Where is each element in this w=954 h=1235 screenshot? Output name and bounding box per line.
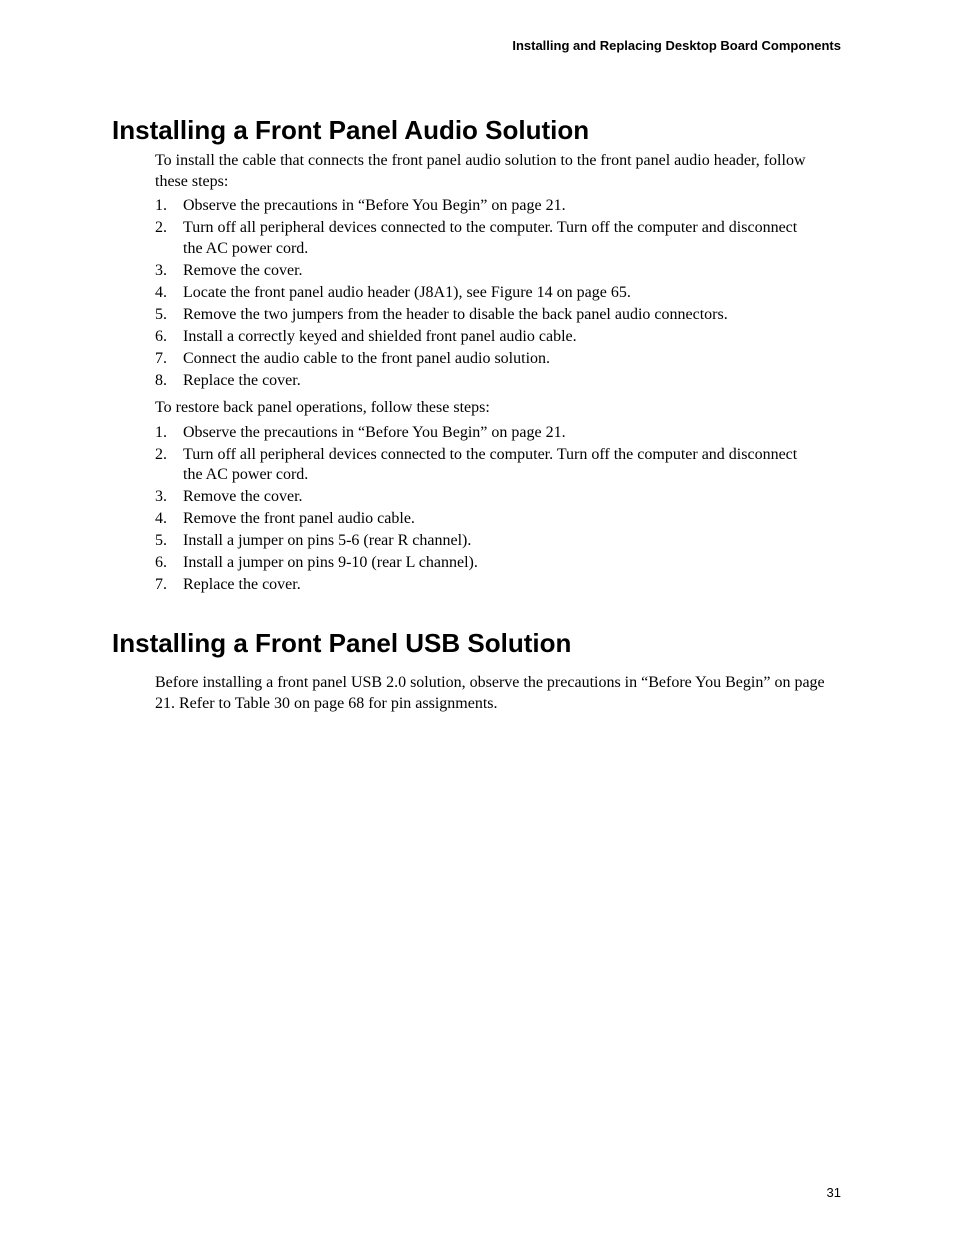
audio-intro-paragraph: To install the cable that connects the front panel audio solution to the front panel audio header, follow these steps: [155,152,806,190]
step-number: 2. [155,219,167,236]
step-text: Observe the precautions in “Before You Begin” on page 21. [183,197,566,214]
list-item [112,531,803,552]
list-item [112,305,803,326]
running-header: Installing and Replacing Desktop Board Components [512,38,841,53]
step-number: 3. [155,488,167,505]
list-item [112,509,803,530]
step-text: Remove the cover. [183,261,303,279]
list-item [112,371,803,392]
step-text: Remove the cover. [183,488,303,505]
step-number: 3. [155,261,167,279]
step-number: 7. [155,349,167,367]
step-text: Connect the audio cable to the front panel audio solution. [183,349,551,367]
step-text: Remove the two jumpers from the header to disable the back panel audio connectors. [183,305,728,323]
restore-intro-paragraph: To restore back panel operations, follow these steps: [155,399,490,416]
restore-steps-list [112,423,842,596]
step-text: Observe the precautions in “Before You Begin” on page 21. [183,423,566,441]
step-number: 5. [155,305,167,323]
list-item [112,445,803,486]
list-item [112,196,803,217]
audio-section [112,113,842,597]
step-text: Turn off all peripheral devices connected to the computer. Turn off the computer and disconnect the AC power cord. [183,219,798,257]
step-text: Turn off all peripheral devices connected to the computer. Turn off the computer and disconnect the AC power cord. [183,445,798,483]
step-number: 4. [155,510,167,527]
step-number: 8. [155,371,167,389]
step-text: Remove the front panel audio cable. [183,510,415,527]
list-item [112,349,803,370]
usb-section-title: Installing a Front Panel USB Solution [112,628,572,658]
step-number: 4. [155,283,167,301]
list-item [112,553,803,574]
list-item [112,283,803,304]
list-item [112,218,803,259]
list-item [112,261,803,282]
step-text: Install a correctly keyed and shielded front panel audio cable. [183,327,577,345]
page-number: 31 [826,1185,841,1200]
step-number: 7. [155,576,167,593]
step-text: Install a jumper on pins 5-6 (rear R channel). [183,532,472,549]
audio-section-title: Installing a Front Panel Audio Solution [112,115,590,145]
usb-section [112,626,842,714]
list-item [112,327,803,348]
step-number: 2. [155,445,167,463]
step-text: Replace the cover. [183,576,301,593]
step-number: 6. [155,554,167,571]
list-item [112,423,803,444]
step-number: 1. [155,197,167,214]
step-text: Replace the cover. [183,371,301,389]
step-number: 5. [155,532,167,549]
step-text: Install a jumper on pins 9-10 (rear L channel). [183,554,478,571]
step-text: Locate the front panel audio header (J8A1), see Figure 14 on page 65. [183,283,631,301]
list-item [112,487,803,508]
step-number: 6. [155,327,167,345]
usb-body-paragraph: Before installing a front panel USB 2.0 solution, observe the precautions in “Before You Begin” on page 21. Refer to Table 30 on page 68 for pin assignments. [155,674,825,712]
list-item [112,575,803,596]
step-number: 1. [155,423,167,441]
install-steps-list [112,196,842,391]
